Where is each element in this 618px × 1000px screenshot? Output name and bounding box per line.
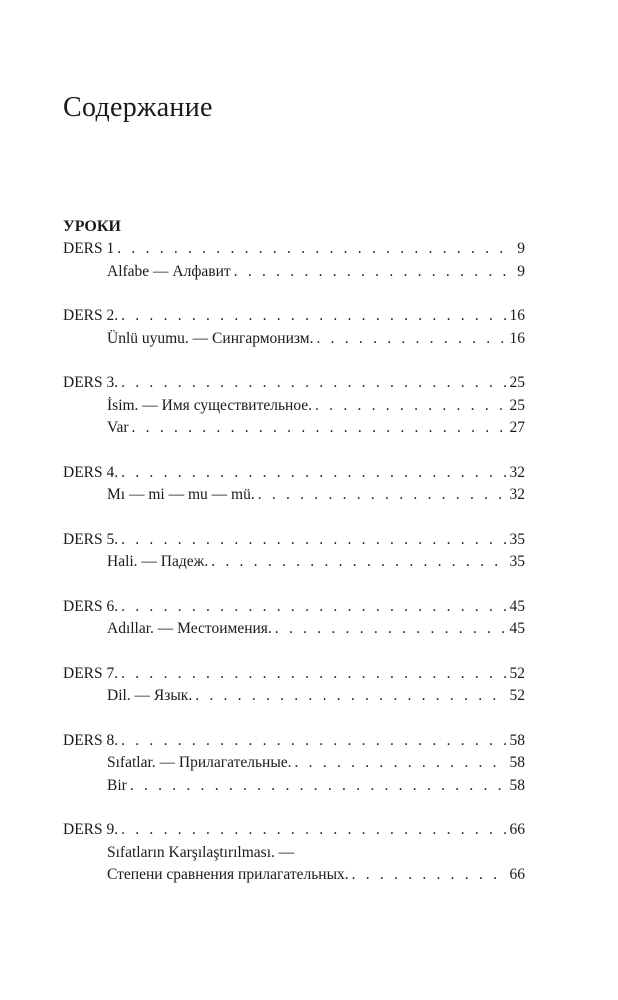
page-number: 58 bbox=[509, 731, 525, 749]
section-heading: УРОКИ bbox=[63, 218, 121, 235]
lesson-label: DERS 1 bbox=[63, 240, 115, 257]
lesson-label: DERS 2. bbox=[63, 307, 119, 324]
toc-topic-row[interactable] bbox=[63, 551, 525, 574]
toc-lesson-row[interactable] bbox=[63, 819, 525, 842]
page-number: 58 bbox=[509, 776, 525, 794]
page-number: 32 bbox=[509, 463, 525, 481]
topic-label: Var bbox=[107, 419, 129, 436]
toc-topic-row[interactable] bbox=[63, 685, 525, 708]
lesson-entry bbox=[63, 238, 525, 283]
dot-leader bbox=[352, 864, 506, 887]
dot-leader bbox=[316, 328, 505, 351]
topic-label: Sıfatların Karşılaştırılması. — bbox=[107, 843, 295, 861]
table-of-contents bbox=[63, 216, 525, 909]
dot-leader bbox=[121, 663, 505, 686]
lesson-entry bbox=[63, 372, 525, 440]
toc-topic-row[interactable] bbox=[63, 864, 525, 887]
page-number: 45 bbox=[509, 620, 525, 637]
page-number: 66 bbox=[509, 866, 525, 883]
lesson-label: DERS 5. bbox=[63, 530, 119, 548]
page-number: 58 bbox=[509, 754, 525, 771]
topic-label: Bir bbox=[107, 776, 127, 794]
dot-leader bbox=[117, 238, 509, 261]
dot-leader bbox=[275, 618, 506, 641]
page-number: 35 bbox=[509, 530, 525, 548]
dot-leader bbox=[121, 529, 505, 552]
topic-label: Mı — mi — mu — mü. bbox=[107, 486, 255, 503]
lesson-entry bbox=[63, 730, 525, 798]
lesson-label: DERS 8. bbox=[63, 731, 119, 749]
page-number: 35 bbox=[509, 553, 525, 570]
toc-topic-row[interactable] bbox=[63, 842, 525, 865]
lesson-label: DERS 3. bbox=[63, 374, 119, 391]
dot-leader bbox=[130, 775, 506, 798]
page-number: 32 bbox=[509, 486, 525, 503]
lesson-label: DERS 9. bbox=[63, 821, 119, 838]
dot-leader bbox=[295, 752, 506, 775]
page-number: 25 bbox=[509, 374, 525, 391]
toc-topic-row[interactable] bbox=[63, 484, 525, 507]
toc-topic-row[interactable] bbox=[63, 775, 525, 798]
toc-lesson-row[interactable] bbox=[63, 596, 525, 619]
page-number: 16 bbox=[509, 307, 525, 324]
dot-leader bbox=[234, 261, 509, 284]
topic-label: Dil. — Язык. bbox=[107, 687, 193, 704]
page-number: 9 bbox=[517, 262, 525, 280]
lesson-list bbox=[63, 238, 525, 887]
topic-label: Степени сравнения прилагательных. bbox=[107, 866, 349, 883]
toc-lesson-row[interactable] bbox=[63, 730, 525, 753]
page-number: 9 bbox=[517, 240, 525, 257]
dot-leader bbox=[121, 305, 505, 328]
lesson-entry bbox=[63, 462, 525, 507]
toc-lesson-row[interactable] bbox=[63, 529, 525, 552]
toc-lesson-row[interactable] bbox=[63, 462, 525, 485]
page-number: 52 bbox=[509, 687, 525, 704]
dot-leader bbox=[132, 417, 506, 440]
lesson-entry bbox=[63, 596, 525, 641]
topic-label: Sıfatlar. — Прилагательные. bbox=[107, 754, 292, 771]
dot-leader bbox=[121, 730, 505, 753]
dot-leader bbox=[121, 462, 505, 485]
toc-lesson-row[interactable] bbox=[63, 305, 525, 328]
dot-leader bbox=[121, 372, 505, 395]
dot-leader bbox=[195, 685, 505, 708]
page-number: 27 bbox=[509, 419, 525, 436]
lesson-entry bbox=[63, 529, 525, 574]
topic-label: Hali. — Падеж. bbox=[107, 553, 209, 570]
page-number: 45 bbox=[509, 597, 525, 615]
lesson-entry bbox=[63, 819, 525, 887]
dot-leader bbox=[121, 596, 505, 619]
page-number: 66 bbox=[509, 821, 525, 838]
dot-leader bbox=[211, 551, 505, 574]
dot-leader bbox=[121, 819, 505, 842]
lesson-label: DERS 7. bbox=[63, 664, 119, 682]
lesson-entry bbox=[63, 305, 525, 350]
toc-lesson-row[interactable] bbox=[63, 372, 525, 395]
lesson-label: DERS 4. bbox=[63, 463, 119, 481]
toc-topic-row[interactable] bbox=[63, 752, 525, 775]
toc-topic-row[interactable] bbox=[63, 618, 525, 641]
toc-topic-row[interactable] bbox=[63, 261, 525, 284]
topic-label: Alfabe — Алфавит bbox=[107, 262, 231, 280]
topic-label: Ünlü uyumu. — Сингармонизм. bbox=[107, 329, 314, 347]
topic-label: İsim. — Имя существительное. bbox=[107, 396, 313, 414]
lesson-label: DERS 6. bbox=[63, 597, 119, 615]
toc-topic-row[interactable] bbox=[63, 328, 525, 351]
dot-leader bbox=[315, 395, 505, 418]
toc-topic-row[interactable] bbox=[63, 395, 525, 418]
dot-leader bbox=[258, 484, 506, 507]
page-title: Содержание bbox=[63, 92, 213, 123]
page-number: 25 bbox=[509, 396, 525, 414]
toc-lesson-row[interactable] bbox=[63, 238, 525, 261]
page-number: 16 bbox=[509, 329, 525, 347]
topic-label: Adıllar. — Местоимения. bbox=[107, 620, 272, 637]
lesson-entry bbox=[63, 663, 525, 708]
toc-lesson-row[interactable] bbox=[63, 663, 525, 686]
toc-topic-row[interactable] bbox=[63, 417, 525, 440]
page-number: 52 bbox=[509, 664, 525, 682]
